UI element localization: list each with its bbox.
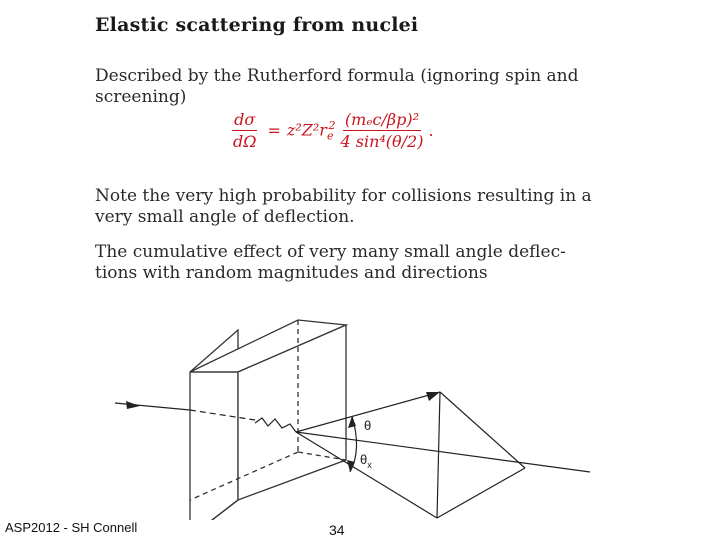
incoming-track <box>115 403 190 410</box>
cumulative-text: The cumulative effect of very many small angle deflections with random magnitudes and directions <box>95 242 566 283</box>
theta-x-label: $\theta_x$ <box>360 452 372 470</box>
note-text: Note the very high probability for collisions resulting in a very small angle of deflection. <box>95 186 592 227</box>
lhs-numerator: dσ <box>234 110 256 129</box>
page-number: 34 <box>329 522 345 538</box>
formula-coefficient: $z^2Z^2r_e^2$ <box>286 118 336 143</box>
rhs-fraction <box>338 110 425 151</box>
scattering-diagram <box>0 300 720 520</box>
formula-period: . <box>428 121 434 140</box>
lhs-fraction <box>231 110 259 151</box>
footer-author: ASP2012 - SH Connell <box>5 520 138 535</box>
intro-text: Described by the Rutherford formula (ignoring spin and screening) <box>95 66 579 107</box>
theta-label: θ <box>364 418 372 433</box>
rutherford-formula <box>228 110 434 151</box>
deflection-triangle-edge <box>437 468 525 518</box>
deflection-projection <box>437 392 440 518</box>
deflection-triangle-edge <box>440 392 525 468</box>
lhs-denominator: dΩ <box>233 132 257 151</box>
rhs-denominator: 4 sin⁴(θ/2) <box>340 132 424 151</box>
slide-title: Elastic scattering from nuclei <box>95 14 419 36</box>
rhs-numerator: (mₑc/βp)² <box>344 110 420 129</box>
equals-sign: = <box>267 121 281 140</box>
projected-track <box>296 432 437 518</box>
deflected-arrow-icon <box>426 392 440 401</box>
